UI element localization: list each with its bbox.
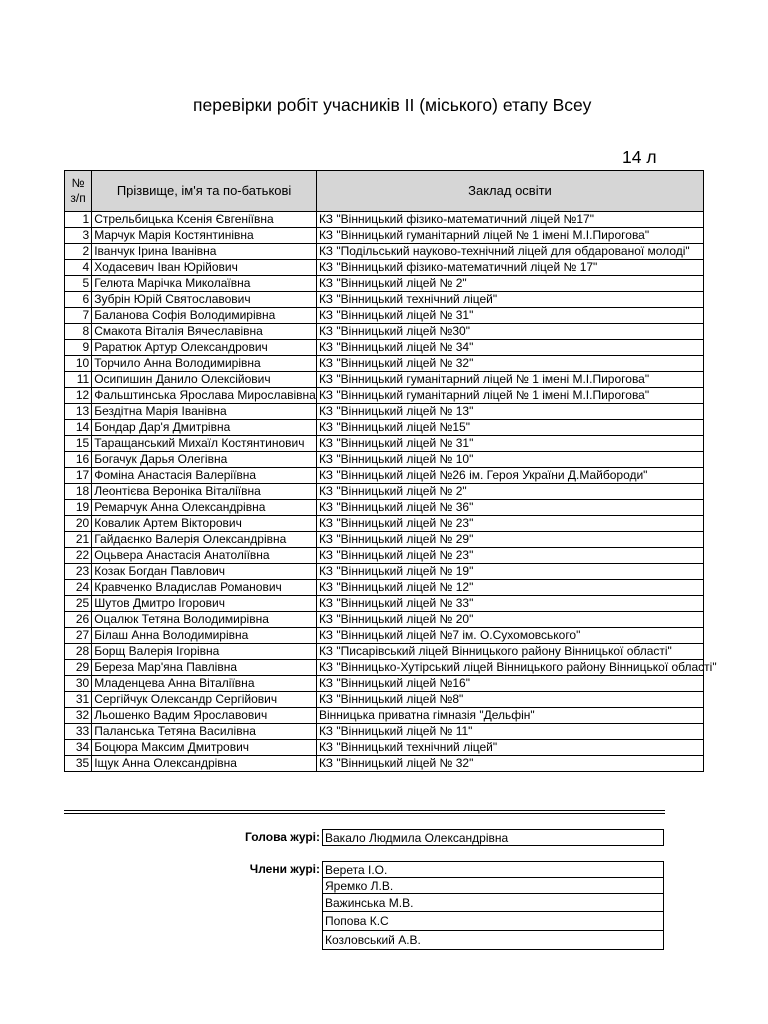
participant-name: Іванчук Ірина Іванівна (92, 244, 317, 260)
school-name: КЗ "Вінницький ліцей № 31" (316, 436, 703, 452)
participant-name: Бондар Дар'я Дмитрівна (92, 420, 317, 436)
table-row (65, 724, 704, 740)
participant-name: Шутов Дмитро Ігорович (92, 596, 317, 612)
table-row (65, 420, 704, 436)
page-title: перевірки робіт учасників ІІ (міського) етапу Всеу (193, 95, 592, 115)
school-name: КЗ "Вінницький ліцей № 2" (316, 484, 703, 500)
table-row (65, 612, 704, 628)
participant-name: Торчило Анна Володимирівна (92, 356, 317, 372)
participant-name: Іщук Анна Олександрівна (92, 756, 317, 772)
participant-name: Фоміна Анастасія Валеріївна (92, 468, 317, 484)
row-number: 19 (65, 500, 92, 516)
row-number: 26 (65, 612, 92, 628)
table-row (65, 308, 704, 324)
participant-name: Гайдаєнко Валерія Олександрівна (92, 532, 317, 548)
participant-name: Кравченко Владислав Романович (92, 580, 317, 596)
row-number: 4 (65, 260, 92, 276)
row-number: 33 (65, 724, 92, 740)
school-name: КЗ "Вінницький ліцей № 23" (316, 548, 703, 564)
participant-name: Оцалюк Тетяна Володимирівна (92, 612, 317, 628)
participant-name: Бездітна Марія Іванівна (92, 404, 317, 420)
school-name: КЗ "Вінницький ліцей № 31" (316, 308, 703, 324)
participant-name: Гелюта Марічка Миколаївна (92, 276, 317, 292)
participant-name: Марчук Марія Костянтинівна (92, 228, 317, 244)
jury-member: Верета І.О. (323, 862, 664, 878)
table-row (65, 596, 704, 612)
table-row (65, 356, 704, 372)
row-number: 7 (65, 308, 92, 324)
table-row (65, 468, 704, 484)
table-row (65, 692, 704, 708)
participant-name: Таращанський Михаїл Костянтинович (92, 436, 317, 452)
school-name: КЗ "Вінницький ліцей №16" (316, 676, 703, 692)
column-header-name: Прізвище, ім'я та по-батькові (92, 171, 317, 212)
row-number: 14 (65, 420, 92, 436)
participants-table (64, 170, 717, 772)
page-date: 14 л (622, 147, 657, 167)
school-name: КЗ "Вінницький ліцей №7 ім. О.Сухомовського" (316, 628, 703, 644)
school-name: КЗ "Вінницький гуманітарний ліцей № 1 імені М.І.Пирогова" (316, 228, 703, 244)
row-number: 35 (65, 756, 92, 772)
row-number: 15 (65, 436, 92, 452)
row-number: 16 (65, 452, 92, 468)
jury-members-label: Члени журі: (249, 862, 320, 876)
school-name: КЗ "Вінницький ліцей № 34" (316, 340, 703, 356)
school-name: КЗ "Вінницький ліцей № 11" (316, 724, 703, 740)
row-number: 3 (65, 228, 92, 244)
participant-name: Козак Богдан Павлович (92, 564, 317, 580)
table-row (65, 276, 704, 292)
school-name: КЗ "Вінницький ліцей № 20" (316, 612, 703, 628)
table-row (65, 404, 704, 420)
row-number: 25 (65, 596, 92, 612)
row-number: 11 (65, 372, 92, 388)
participant-name: Младенцева Анна Віталіївна (92, 676, 317, 692)
participant-name: Богачук Дарья Олегівна (92, 452, 317, 468)
school-name: КЗ "Вінницький технічний ліцей" (316, 740, 703, 756)
table-row (65, 580, 704, 596)
school-name: КЗ "Вінницький ліцей № 29" (316, 532, 703, 548)
school-name: КЗ "Вінницький ліцей № 13" (316, 404, 703, 420)
row-number: 32 (65, 708, 92, 724)
participant-name: Білаш Анна Володимирівна (92, 628, 317, 644)
table-row (65, 484, 704, 500)
participant-name: Баланова Софія Володимирівна (92, 308, 317, 324)
school-name: КЗ "Вінницький ліцей № 23" (316, 516, 703, 532)
jury-member: Важинська М.В. (323, 894, 664, 912)
divider (64, 813, 665, 814)
column-header-number: № з/п (65, 171, 92, 212)
row-number: 21 (65, 532, 92, 548)
row-number: 30 (65, 676, 92, 692)
row-number: 5 (65, 276, 92, 292)
table-row (65, 388, 704, 404)
school-name: КЗ "Вінницький ліцей № 32" (316, 356, 703, 372)
table-row (65, 372, 704, 388)
jury-member: Попова К.С (323, 912, 664, 931)
table-row (65, 244, 704, 260)
column-header-school: Заклад освіти (316, 171, 703, 212)
school-name: КЗ "Вінницький ліцей № 19" (316, 564, 703, 580)
table-row (65, 228, 704, 244)
school-name: КЗ "Вінницький гуманітарний ліцей № 1 імені М.І.Пирогова" (316, 372, 703, 388)
row-number: 8 (65, 324, 92, 340)
jury-members-box (322, 861, 664, 950)
school-name: КЗ "Вінницький технічний ліцей" (316, 292, 703, 308)
table-row (65, 548, 704, 564)
row-number: 2 (65, 244, 92, 260)
row-number: 23 (65, 564, 92, 580)
table-row (65, 740, 704, 756)
school-name: КЗ "Писарівський ліцей Вінницького району Вінницької області" (316, 644, 703, 660)
school-name: КЗ "Вінницький ліцей №26 ім. Героя України Д.Майбороди" (316, 468, 703, 484)
school-name: КЗ "Вінницький ліцей № 2" (316, 276, 703, 292)
participant-name: Оцьвера Анастасія Анатоліївна (92, 548, 317, 564)
table-row (65, 708, 704, 724)
jury-head-name: Вакало Людмила Олександрівна (323, 830, 664, 846)
row-number: 18 (65, 484, 92, 500)
participant-name: Сергійчук Олександр Сергійович (92, 692, 317, 708)
participant-name: Зубрін Юрій Святославович (92, 292, 317, 308)
school-name: КЗ "Вінницький ліцей № 12" (316, 580, 703, 596)
school-name: КЗ "Вінницький ліцей № 10" (316, 452, 703, 468)
table-row (65, 260, 704, 276)
school-name: КЗ "Вінницький ліцей №8" (316, 692, 703, 708)
jury-member: Яремко Л.В. (323, 878, 664, 894)
row-number: 22 (65, 548, 92, 564)
row-number: 6 (65, 292, 92, 308)
table-row (65, 756, 704, 772)
table-row (65, 644, 704, 660)
row-number: 13 (65, 404, 92, 420)
row-number: 1 (65, 212, 92, 228)
jury-member: Козловський А.В. (323, 931, 664, 950)
school-name: КЗ "Вінницький гуманітарний ліцей № 1 імені М.І.Пирогова" (316, 388, 703, 404)
school-name: КЗ "Вінницький ліцей №30" (316, 324, 703, 340)
participant-name: Береза Мар'яна Павлівна (92, 660, 317, 676)
school-name: КЗ "Вінницький ліцей №15" (316, 420, 703, 436)
school-name: Вінницька приватна гімназія "Дельфін" (316, 708, 703, 724)
table-row (65, 564, 704, 580)
row-number: 9 (65, 340, 92, 356)
participant-name: Боцюра Максим Дмитрович (92, 740, 317, 756)
jury-head-label: Голова журі: (245, 830, 320, 844)
participant-name: Стрельбицька Ксенія Євгеніївна (92, 212, 317, 228)
table-row (65, 500, 704, 516)
table-row (65, 212, 704, 228)
participant-name: Леонтієва Вероніка Віталіївна (92, 484, 317, 500)
table-row (65, 660, 704, 676)
participant-name: Льошенко Вадим Ярославович (92, 708, 317, 724)
school-name: КЗ "Вінницький фізико-математичний ліцей № 17" (316, 260, 703, 276)
school-name: КЗ "Вінницький ліцей № 36" (316, 500, 703, 516)
row-number: 20 (65, 516, 92, 532)
table-row (65, 676, 704, 692)
row-number: 17 (65, 468, 92, 484)
participant-name: Ремарчук Анна Олександрівна (92, 500, 317, 516)
row-number: 24 (65, 580, 92, 596)
school-name: КЗ "Вінницький фізико-математичний ліцей №17" (316, 212, 703, 228)
participant-name: Осипишин Данило Олексійович (92, 372, 317, 388)
table-header-row (65, 171, 704, 212)
participant-name: Борщ Валерія Ігорівна (92, 644, 317, 660)
table-row (65, 532, 704, 548)
table-row (65, 340, 704, 356)
table-row (65, 292, 704, 308)
participant-name: Раратюк Артур Олександрович (92, 340, 317, 356)
jury-head-box (322, 829, 664, 846)
table-row (65, 516, 704, 532)
school-name: КЗ "Вінницько-Хутірський ліцей Вінницького району Вінницької області" (316, 660, 703, 676)
participant-name: Смакота Віталія Вячеславівна (92, 324, 317, 340)
row-number: 27 (65, 628, 92, 644)
participant-name: Паланська Тетяна Василівна (92, 724, 317, 740)
school-name: КЗ "Вінницький ліцей № 33" (316, 596, 703, 612)
row-number: 12 (65, 388, 92, 404)
row-number: 34 (65, 740, 92, 756)
participant-name: Ходасевич Іван Юрійович (92, 260, 317, 276)
participant-name: Фальштинська Ярослава Мирославівна (92, 388, 317, 404)
row-number: 29 (65, 660, 92, 676)
school-name: КЗ "Вінницький ліцей № 32" (316, 756, 703, 772)
school-name: КЗ "Подільський науково-технічний ліцей для обдарованої молоді" (316, 244, 703, 260)
row-number: 31 (65, 692, 92, 708)
divider (64, 810, 665, 811)
table-row (65, 324, 704, 340)
participant-name: Ковалик Артем Вікторович (92, 516, 317, 532)
row-number: 28 (65, 644, 92, 660)
table-row (65, 452, 704, 468)
table-row (65, 628, 704, 644)
table-row (65, 436, 704, 452)
row-number: 10 (65, 356, 92, 372)
